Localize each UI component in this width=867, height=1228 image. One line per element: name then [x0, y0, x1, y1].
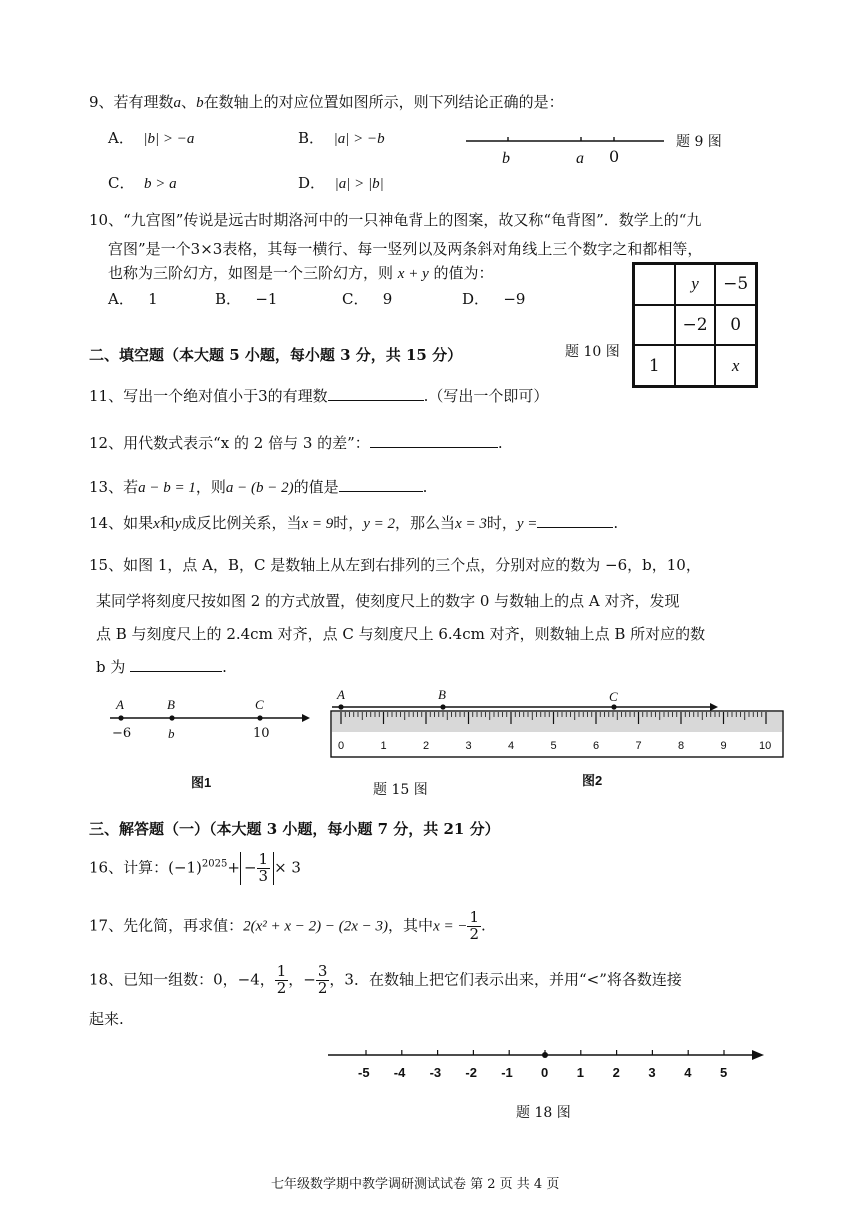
q18-tick-label: -1: [501, 1065, 513, 1080]
q12-post: .: [497, 434, 503, 452]
fig1-caption: 图1: [191, 775, 212, 790]
q17-numerator: 1: [469, 908, 480, 926]
q9-option-a-label: A．: [108, 129, 134, 147]
fig1-label-c: C: [255, 697, 264, 712]
q16-times: × 3: [274, 858, 301, 877]
q14-var-y: y: [174, 516, 182, 532]
section-3-heading: 三、解答题（一）（本大题 3 小题，每小题 7 分，共 21 分）: [89, 820, 500, 838]
q17-expression: 2(x² + x − 2) − (2x − 3): [243, 918, 389, 935]
q13-post: 的值是: [293, 478, 339, 496]
q10-line-3-pre: 也称为三阶幻方，如图是一个三阶幻方，则: [108, 264, 394, 282]
section-2-heading: 二、填空题（本大题 5 小题，每小题 3 分，共 15 分）: [89, 346, 463, 364]
q12-pre: 12、用代数式表示“x 的 2 倍与 3 的差”：: [89, 434, 370, 452]
q13-mid: ，则: [195, 478, 226, 496]
q10-option-b-label: B．: [215, 290, 242, 308]
q15-line-4-post: .: [222, 658, 227, 676]
ruler-label: 7: [635, 740, 642, 752]
q14-cond3: x = 3: [455, 516, 487, 532]
q14-mid4: 时，: [486, 514, 517, 532]
q18-line-2: 起来.: [89, 1010, 124, 1028]
q18-fraction-1-denominator: 2: [276, 978, 287, 997]
q10-line-2: 宫图”是一个3×3表格，其每一横行、每一竖列以及两条斜对角线上三个数字之和都相等，: [108, 240, 703, 258]
q16-denominator: 3: [258, 866, 269, 885]
q18-pre: 18、已知一组数：0，−4，: [89, 970, 275, 989]
q9-option-b-label: B．: [298, 129, 325, 147]
q9-option-c-text: b > a: [144, 176, 177, 192]
q10-option-d-text: −9: [503, 290, 526, 308]
q18-sep: ，−: [288, 970, 316, 989]
q18-fraction-2-numerator: 3: [317, 962, 328, 980]
q18-tick-label: -2: [465, 1065, 477, 1080]
q18-tick-label: 3: [648, 1065, 656, 1080]
q9-axis-label-a: a: [576, 150, 584, 167]
q10-expr: x + y: [397, 266, 429, 282]
fig2-label-b: B: [438, 687, 446, 702]
q13-condition: a − b = 1: [138, 480, 196, 496]
magic-square-cell: −5: [715, 264, 756, 305]
fig2-label-a: A: [337, 687, 345, 702]
q13-pre: 13、若: [89, 478, 139, 496]
q9-option-d-text: |a| > |b|: [334, 176, 384, 192]
q10-option-a-text: 1: [148, 290, 158, 308]
q14-mid1: 成反比例关系，当: [181, 514, 302, 532]
q10-option-c-text: 9: [382, 290, 393, 308]
q9-var-a: a: [173, 95, 182, 111]
q14-pre: 14、如果: [89, 514, 154, 532]
q13-end: .: [422, 478, 428, 496]
q15-line-4-pre: b 为: [96, 658, 126, 676]
q11-post: .（写出一个即可）: [423, 387, 549, 405]
q18-tick-label: -3: [429, 1065, 442, 1080]
ruler-label: 2: [423, 740, 430, 752]
q13-expression: a − (b − 2): [225, 480, 294, 496]
q14-var-x: x: [153, 516, 160, 532]
q14-cond1: x = 9: [301, 516, 334, 532]
q9-stem-text: 9、若有理数: [89, 93, 174, 111]
magic-square-cell: y: [675, 264, 716, 305]
q9-figure-label: 题 9 图: [676, 134, 722, 150]
q18-tick-label: 0: [541, 1065, 549, 1080]
q14-cond4: y =: [516, 516, 538, 532]
magic-square-cell: x: [715, 345, 756, 386]
q17-denominator: 2: [469, 924, 480, 943]
q18-tick-label: 4: [684, 1065, 692, 1080]
q16-base: (−1): [168, 858, 202, 877]
ruler-label: 1: [380, 740, 387, 752]
fig1-value-c: 10: [253, 726, 270, 741]
q9-option-b-text: |a| > −b: [333, 131, 385, 147]
q10-line-3-post: 的值为：: [433, 264, 494, 282]
q17-pre: 17、先化简，再求值：: [89, 916, 244, 935]
q14-mid2: 时，: [333, 514, 364, 532]
ruler-label: 0: [338, 740, 345, 752]
q15-line-3: 点 B 与刻度尺上的 2.4cm 对齐，点 C 与刻度尺上 6.4cm 对齐，则数轴上点 B 所对应的数: [96, 625, 706, 643]
q10-figure-label: 题 10 图: [565, 344, 620, 360]
q18-figure-label: 题 18 图: [516, 1105, 571, 1121]
q9-stem-tail: 在数轴上的对应位置如图所示，则下列结论正确的是：: [203, 93, 564, 111]
q16-sign: −: [243, 858, 257, 877]
ruler-label: 5: [550, 740, 557, 752]
q18-fraction-2-denominator: 2: [317, 978, 328, 997]
q14-mid3: ，那么当: [395, 514, 456, 532]
q16-plus: +: [227, 858, 240, 877]
q17-end: .: [481, 916, 486, 935]
q17-x-equals: x = −: [433, 918, 468, 935]
q18-fraction-1-numerator: 1: [276, 962, 287, 980]
q14-and: 和: [159, 514, 175, 532]
q10-line-1: 10、“九宫图”传说是远古时期洛河中的一只神龟背上的图案，故又称“龟背图”．数学上的“九: [89, 211, 702, 229]
q10-option-b-text: −1: [255, 290, 278, 308]
q9-option-c-label: C．: [108, 174, 135, 192]
q18-tick-label: -5: [358, 1065, 370, 1080]
fig1-label-b: B: [167, 697, 175, 712]
q10-option-a-label: A．: [108, 290, 134, 308]
page-footer: 七年级数学期中教学调研测试试卷 第 2 页 共 4 页: [271, 1177, 560, 1192]
ruler-label: 10: [759, 740, 772, 752]
ruler-label: 3: [465, 740, 472, 752]
q18-tick-label: 5: [720, 1065, 728, 1080]
q9-option-a-text: |b| > −a: [143, 131, 195, 147]
q15-line-1: 15、如图 1，点 A，B，C 是数轴上从左到右排列的三个点，分别对应的数为 −6，b，10，: [89, 556, 701, 574]
ruler-label: 9: [720, 740, 727, 752]
q18-tick-label: 2: [612, 1065, 620, 1080]
q16-pre: 16、计算：: [89, 858, 169, 877]
ruler-label: 4: [508, 740, 515, 752]
q18-tick-label: 1: [576, 1065, 585, 1080]
q14-cond2: y = 2: [363, 516, 396, 532]
fig2-label-c: C: [609, 689, 618, 704]
fig1-value-a: −6: [112, 726, 132, 741]
q14-end: .: [613, 514, 619, 532]
magic-square-cell: −2: [675, 305, 716, 346]
q18-post: ，3．在数轴上把它们表示出来，并用“<”将各数连接: [329, 970, 682, 989]
fig1-label-a: A: [116, 697, 124, 712]
q18-tick-label: -4: [393, 1065, 406, 1080]
q18-arrow-icon: [752, 1050, 764, 1060]
q15-line-2: 某同学将刻度尺按如图 2 的方式放置，使刻度尺上的数字 0 与数轴上的点 A 对齐，发现: [96, 592, 680, 610]
fig1-value-b: b: [168, 726, 175, 741]
fig2-caption: 图2: [582, 773, 603, 788]
magic-square-cell: 0: [715, 305, 756, 346]
magic-square-cell: 1: [634, 345, 675, 386]
q9-var-b: b: [196, 95, 204, 111]
q9-sep: 、: [181, 93, 197, 111]
q17-mid: ，其中: [388, 916, 434, 935]
q9-option-d-label: D．: [298, 174, 326, 192]
ruler-label: 8: [678, 740, 685, 752]
q11-pre: 11、写出一个绝对值小于3的有理数: [89, 387, 328, 405]
ruler-label: 6: [593, 740, 600, 752]
q16-exponent: 2025: [201, 858, 228, 870]
q9-axis-label-0: 0: [609, 147, 620, 166]
q10-option-d-label: D．: [462, 290, 490, 308]
q16-numerator: 1: [258, 850, 269, 868]
q10-option-c-label: C．: [342, 290, 369, 308]
q15-figure-label: 题 15 图: [373, 782, 428, 798]
q9-axis-label-b: b: [502, 150, 510, 167]
